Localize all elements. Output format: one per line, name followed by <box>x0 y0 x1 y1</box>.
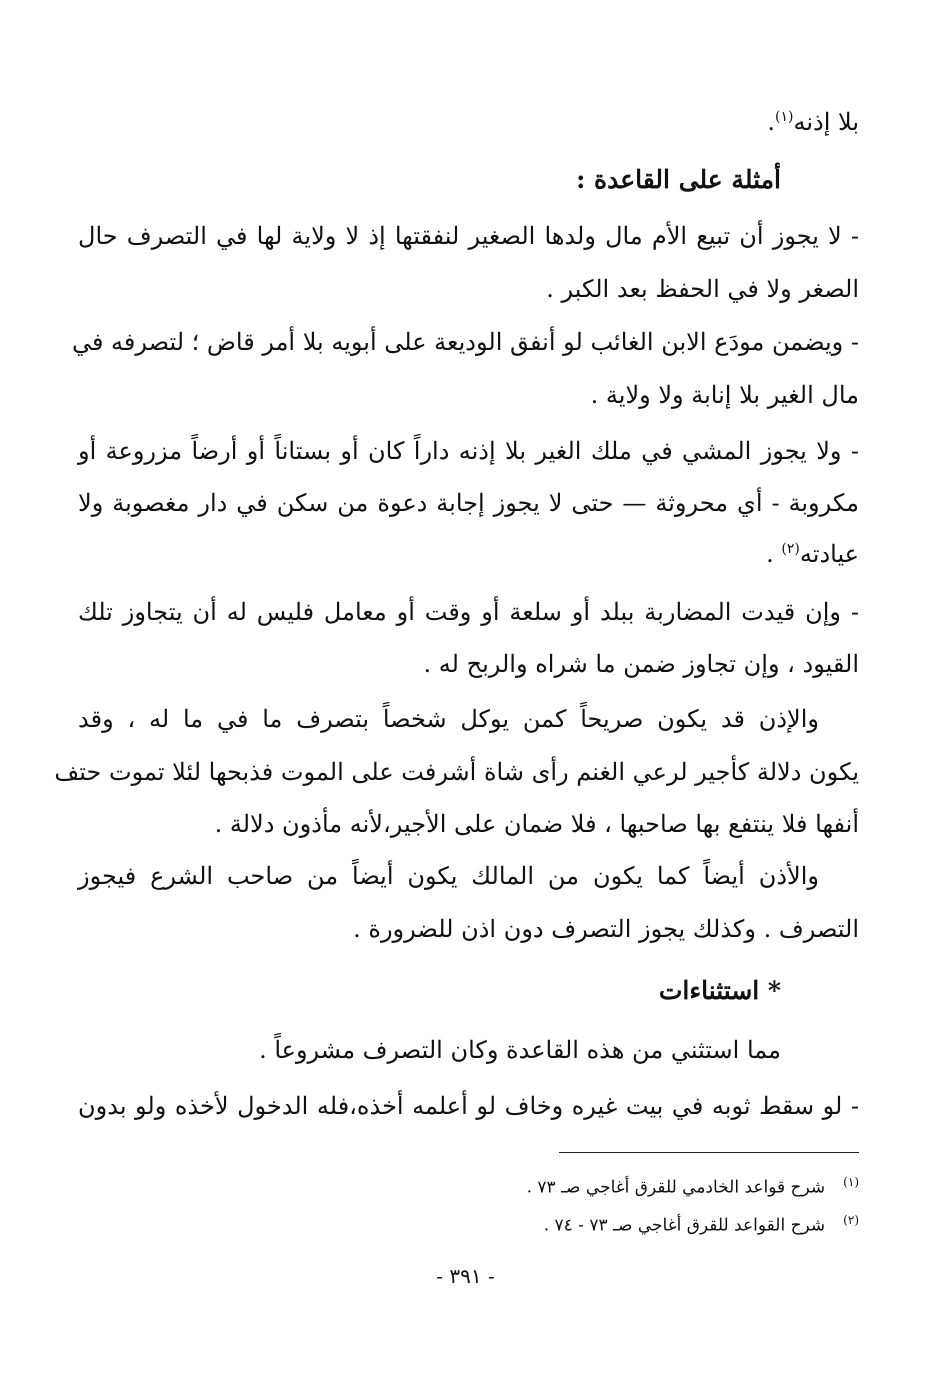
paragraph-line-7-tail: . <box>766 540 782 568</box>
intro-tail: . <box>767 108 775 136</box>
footnote-divider <box>559 1152 859 1153</box>
footnote-1-text: شرح قواعد الخادمي للقرق أغاجي صـ ٧٣ . <box>526 1177 826 1198</box>
paragraph-line-5: - ولا يجوز المشي في ملك الغير بلا إذنه داراً كان أو بستاناً أو أرضاً مزروعة أو <box>78 437 859 465</box>
footnote-1 <box>527 1175 859 1198</box>
paragraph-line-10: والإذن قد يكون صريحاً كمن يوكل شخصاً بتصرف ما في ما له ، وقد <box>78 705 819 733</box>
paragraph-line-13: والأذن أيضاً كما يكون من المالك يكون أيضاً من صاحب الشرع فيجوز <box>78 862 819 890</box>
paragraph-line-7 <box>78 540 859 569</box>
paragraph-line-8: - وإن قيدت المضاربة ببلد أو سلعة أو وقت أو معامل فليس له أن يتجاوز تلك <box>78 598 859 626</box>
footnote-ref-1: (١) <box>775 109 794 125</box>
paragraph-line-14: التصرف . وكذلك يجوز التصرف دون اذن للضرورة . <box>353 915 859 943</box>
intro-text: بلا إذنه <box>793 108 859 136</box>
paragraph-line-11: يكون دلالة كأجير لرعي الغنم رأى شاة أشرفت على الموت فذبحها لئلا تموت حتف <box>54 758 859 786</box>
paragraph-line-4: مال الغير بلا إنابة ولا ولاية . <box>590 381 859 409</box>
paragraph-line-9: القيود ، وإن تجاوز ضمن ما شراه والربح له . <box>423 650 859 678</box>
footnote-1-number: (١) <box>843 1175 859 1189</box>
footnote-ref-2: (٢) <box>781 541 800 557</box>
paragraph-line-12: أنفها فلا ينتفع بها صاحبها ، فلا ضمان على الأجير،لأنه مأذون دلالة . <box>214 810 859 838</box>
footnote-2 <box>544 1213 859 1236</box>
intro-line <box>78 108 859 137</box>
paragraph-line-3: - ويضمن مودَع الابن الغائب لو أنفق الوديعة على أبويه بلا أمر قاض ؛ لتصرفه في <box>71 328 859 356</box>
page-number: - ٣٩١ - <box>436 1264 495 1288</box>
paragraph-line-7-text: عيادته <box>799 540 859 568</box>
footnote-2-text: شرح القواعد للقرق أغاجي صـ ٧٣ - ٧٤ . <box>543 1215 826 1236</box>
paragraph-line-2: الصغر ولا في الحفظ بعد الكبر . <box>546 275 859 303</box>
paragraph-line-1: - لا يجوز أن تبيع الأم مال ولدها الصغير لنفقتها إذ لا ولاية لها في التصرف حال <box>78 222 859 250</box>
examples-heading: أمثلة على القاعدة : <box>576 165 781 194</box>
exceptions-line-2: - لو سقط ثوبه في بيت غيره وخاف لو أعلمه أخذه،فله الدخول لأخذه ولو بدون <box>78 1092 859 1120</box>
paragraph-line-6: مكروبة - أي محروثة — حتى لا يجوز إجابة دعوة من سكن في دار مغصوبة ولا <box>78 489 859 517</box>
footnote-2-number: (٢) <box>843 1213 859 1227</box>
exceptions-line-1: مما استثني من هذه القاعدة وكان التصرف مشروعاً . <box>259 1036 781 1064</box>
exceptions-heading: * استثناءات <box>658 976 781 1005</box>
